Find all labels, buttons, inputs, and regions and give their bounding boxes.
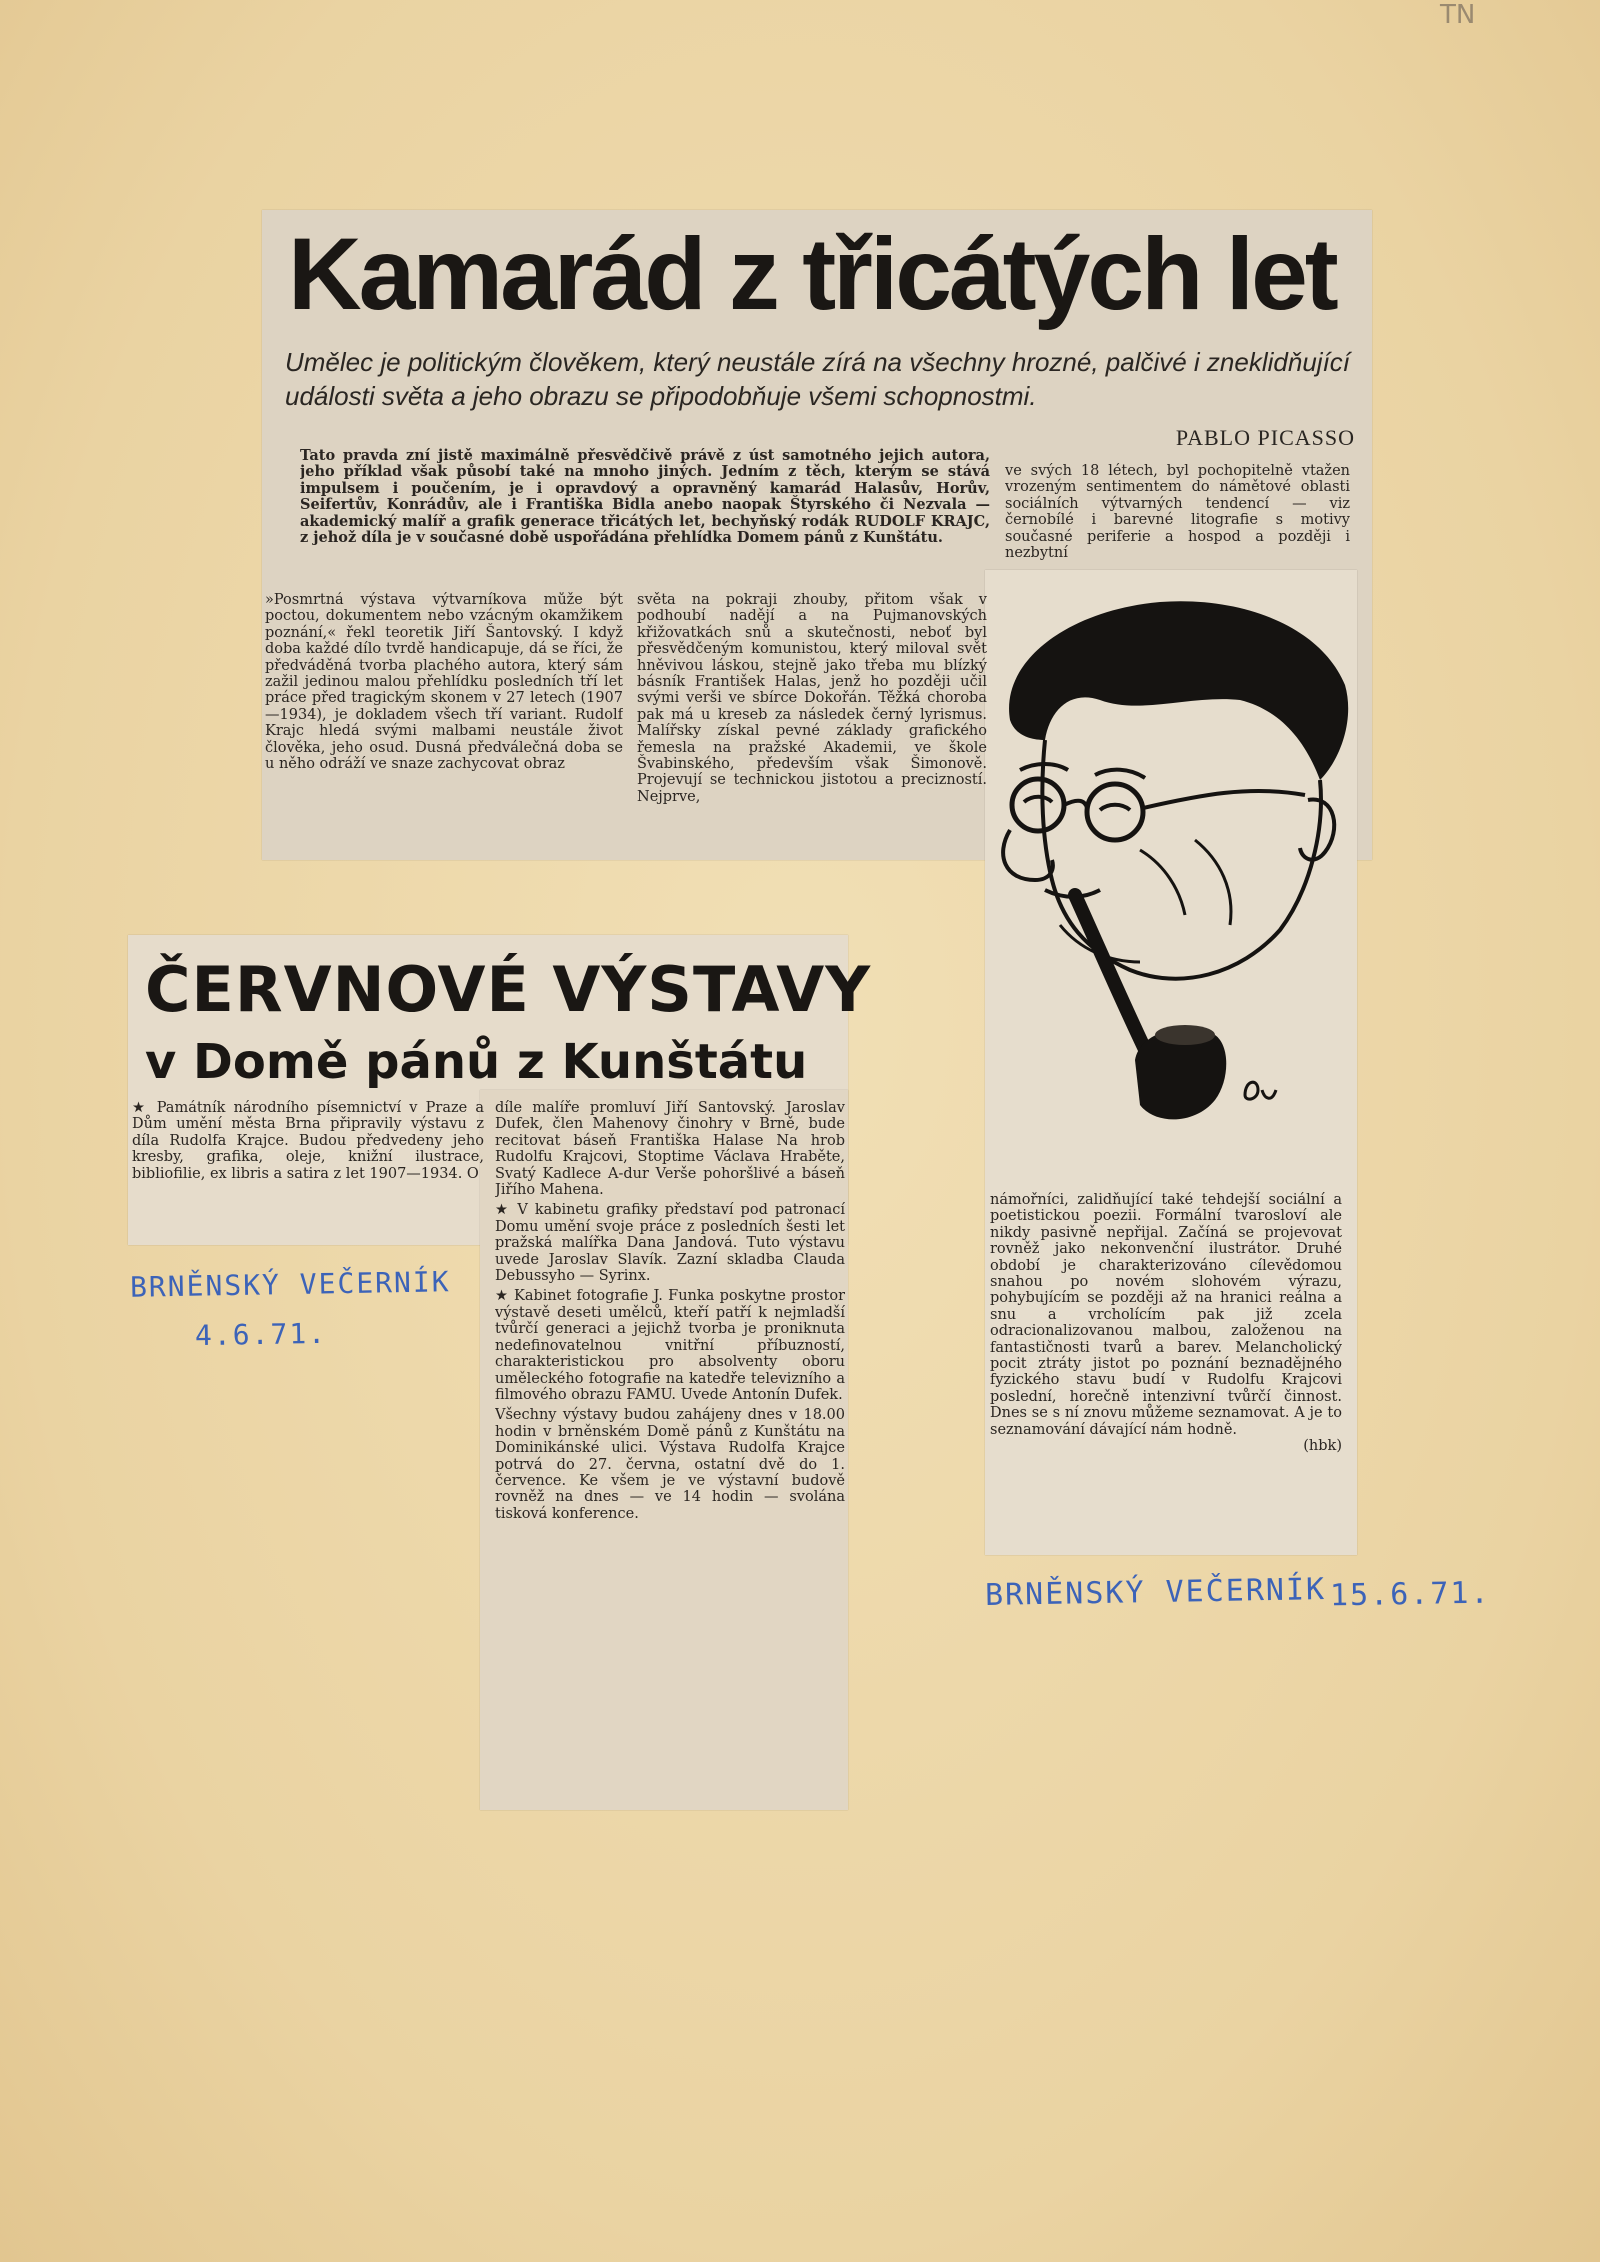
article2-paragraph-4: Všechny výstavy budou zahájeny dnes v 18.00 hodin v brněnském Domě pánů z Kunštátu na Dominikánské ulici. Výstava Rudolfa Krajce potrvá do 27. června, ostatní dvě do 1. července. Ke všem je ve výstavní budově rovněž na dnes — ve 14 hodin — svolána tisková konference. [495, 1407, 845, 1522]
handwritten-date-2: 15.6.71. [1329, 1575, 1491, 1614]
article1-lead-continued: ve svých 18 létech, byl pochopitelně vtažen vrozeným sentimentem do námětové oblasti sociálních výtvarných tendencí — viz černobílé i barevné litografie s motivy současné periferie a hospod a později i nezbytní [1005, 463, 1350, 562]
article2-paragraph-3: ★ Kabinet fotografie J. Funka poskytne prostor výstavě deseti umělců, kteří patří k nejmladší tvůrčí generaci a jejichž tvorba je proniknuta nedefinovatelnou vnitřní příbuzností, charakteristickou pro absolventy oboru uměleckého fotografie na katedře televizního a filmového obrazu FAMU. Uvede Antonín Dufek. [495, 1288, 845, 1403]
article1-column-2: světa na pokraji zhouby, přitom však v podhoubí nadějí a na Pujmanovských křižovatkách snů a skutečnosti, neboť byl přesvědčeným komunistou, který miloval svět hněvivou láskou, stejně jako třeba mu blízký básník František Halas, jenž ho později učil svými verši ve sbírce Dokořán. Těžká choroba pak má u kreseb za následek černý lyrismus. Malířsky získal pevné základy grafického řemesla na pražské Akademii, ve škole Švabinského, především však Šimonově. Projevují se technickou jistotou a precizností. Nejprve, [637, 592, 987, 805]
headline-cervnove-vystavy: ČERVNOVÉ VÝSTAVY [145, 953, 872, 1026]
article1-column-3 [990, 1192, 1342, 1537]
handwritten-source-2: BRNĚNSKÝ VEČERNÍK [984, 1572, 1327, 1613]
caricature-illustration [990, 590, 1360, 1160]
handwritten-date-1: 4.6.71. [194, 1316, 328, 1353]
article2-column-2 [495, 1100, 845, 1808]
article2-paragraph-2: ★ V kabinetu grafiky představí pod patronací Domu umění svoje práce z posledních šesti let pražská malířka Dana Jandová. Tuto výstavu uvede Jaroslav Slavík. Zazní skladba Clauda Debussyho — Syrinx. [495, 1202, 845, 1285]
article1-column-3-text: námořníci, zalidňující také tehdejší sociální a poetistickou poezii. Formální tvarosloví ale nikdy pasivně nepřijal. Začíná se projevovat rovněž jako nekonvenční ilustrátor. Druhé období je charakterizováno cílevědomou snahou po novém slohovém výrazu, pohybujícím se později až na hranici reálna a snu a vrcholícím pak již zcela odracionalizovanou malbou, založenou na fantastičnosti tvarů a barev. Melancholický pocit ztráty jistot po poznání beznadějného fyzického stavu budí v Rudolfu Krajcovi poslední, horečně intenzivní tvůrčí činnost. Dnes se s ní znovu můžeme seznamovat. A je to seznamování dávající nám hodně. [990, 1192, 1342, 1438]
picasso-quote: Umělec je politickým člověkem, který neustále zírá na všechny hrozné, palčivé i zneklidňující události světa a jeho obrazu se připodobňuje všemi schopnostmi. [285, 347, 1351, 411]
quote-author: PABLO PICASSO [1175, 425, 1355, 450]
article2-column-1: ★ Památník národního písemnictví v Praze a Dům umění města Brna připravily výstavu z díla Rudolfa Krajce. Budou předvedeny jeho kresby, grafika, oleje, knižní ilustrace, bibliofilie, ex libris a satira z let 1907—1934. O [132, 1100, 484, 1182]
subheadline-dum-panu: v Domě pánů z Kunštátu [145, 1034, 808, 1090]
article1-lead: Tato pravda zní jistě maximálně přesvědčivě právě z úst samotného jejich autora, jeho příklad však působí také na mnoho jiných. Jedním z těch, kterým se stává impulsem i poučením, je i opravdový a opravněný kamarád Halasův, Horův, Seifertův, Konrádův, ale i Františka Bidla anebo naopak Štyrského či Nezvala — akademický malíř a grafik generace třicátých let, bechyňský rodák RUDOLF KRAJC, z jehož díla je v současné době uspořádána přehlídka Domem pánů z Kunštátu. [300, 448, 990, 547]
headline-kamarad: Kamarád z třicátých let [288, 217, 1336, 331]
corner-mark: TN [1440, 0, 1476, 30]
article1-credit: (hbk) [1303, 1438, 1342, 1455]
handwritten-source-1: BRNĚNSKÝ VEČERNÍK [129, 1265, 451, 1304]
article2-paragraph-1: díle malíře promluví Jiří Šantovský. Jaroslav Dufek, člen Mahenovy činohry v Brně, bude recitovat báseň Františka Halase Na hrob Rudolfu Krajcovi, Stoptime Václava Hraběte, Svatý Kadlece A-dur Verše pohoršlivé a báseň Jiřího Mahena. [495, 1100, 845, 1199]
article1-column-1: »Posmrtná výstava výtvarníkova může být poctou, dokumentem nebo vzácným okamžikem poznání,« řekl teoretik Jiří Šantovský. I když doba každé dílo tvrdě handicapuje, dá se říci, že předváděná tvorba plachého autora, který sám zažil jedinou malou přehlídku posledních tří let práce před tragickým skonem v 27 letech (1907—1934), je dokladem všech tří variant. Rudolf Krajc hledá svými malbami neustále život člověka, jeho osud. Dusná předválečná doba se u něho odráží ve snaze zachycovat obraz [265, 592, 623, 773]
